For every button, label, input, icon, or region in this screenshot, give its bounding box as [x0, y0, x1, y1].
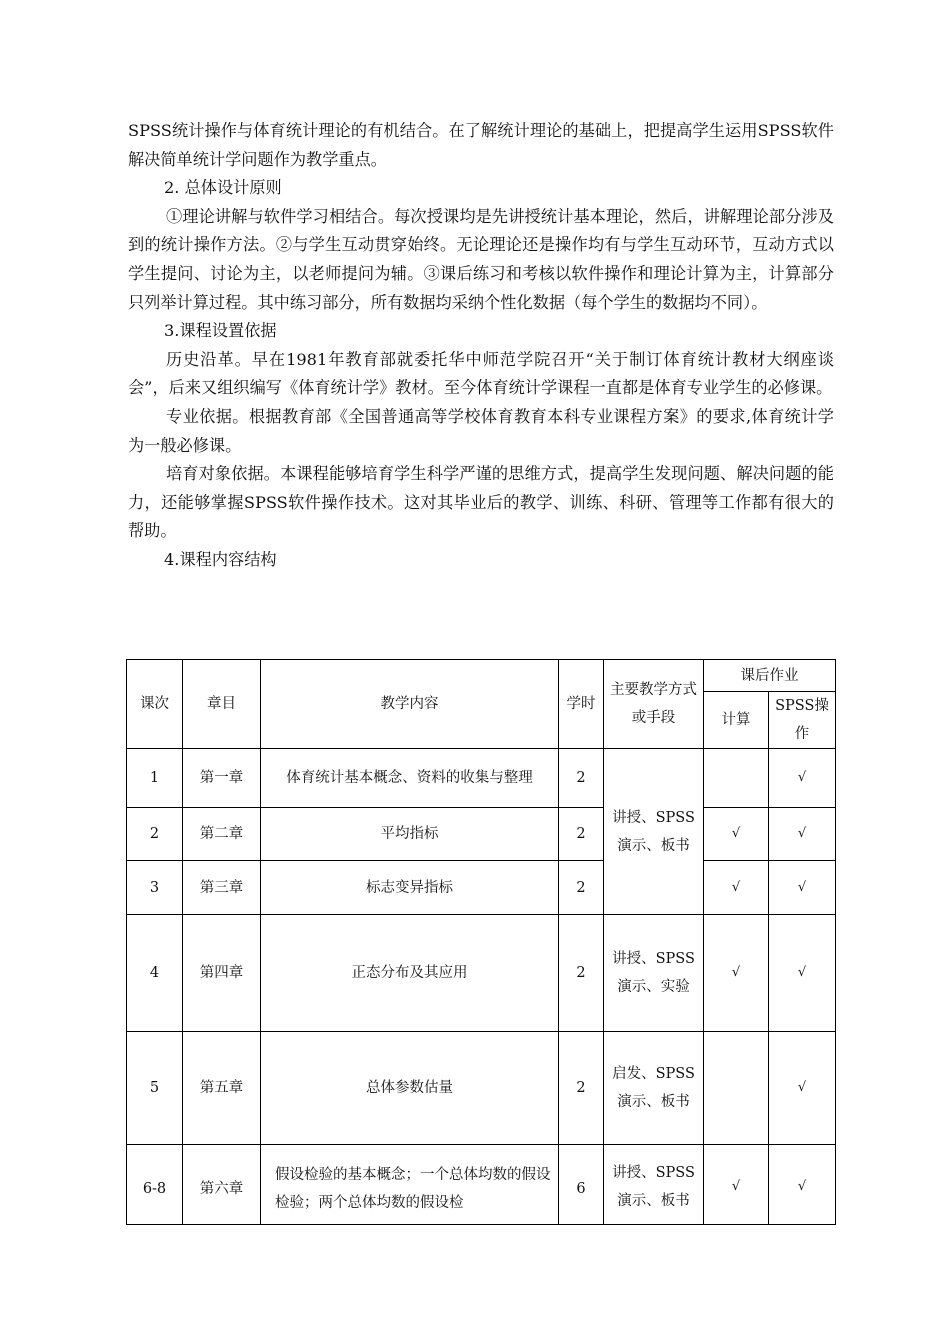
header-homework: 课后作业 [704, 660, 836, 692]
cell-chapter: 第六章 [183, 1145, 261, 1225]
cell-content: 假设检验的基本概念；一个总体均数的假设检验；两个总体均数的假设检 [261, 1145, 559, 1225]
header-spss: SPSS操作 [769, 692, 836, 749]
cell-content: 总体参数估量 [261, 1032, 559, 1145]
table-row [127, 1032, 836, 1145]
cell-hours: 2 [559, 749, 604, 808]
cell-hours: 2 [559, 1032, 604, 1145]
header-content: 教学内容 [261, 660, 559, 749]
cell-calc [704, 749, 769, 808]
cell-lesson: 2 [127, 808, 183, 861]
cell-hours: 2 [559, 861, 604, 915]
paragraph-history: 历史沿革。早在1981年教育部就委托华中师范学院召开“关于制订体育统计教材大纲座谈会”，后来又组织编写《体育统计学》教材。至今体育统计学课程一直都是体育专业学生的必修课。 [128, 349, 834, 398]
heading-design-principles: 2. 总体设计原则 [164, 178, 282, 198]
header-hours: 学时 [559, 660, 604, 749]
cell-method: 讲授、SPSS演示、实验 [604, 915, 704, 1032]
header-method: 主要教学方式或手段 [604, 660, 704, 749]
cell-spss-check: √ [769, 749, 836, 808]
cell-chapter: 第三章 [183, 861, 261, 915]
table-row [127, 861, 836, 915]
cell-hours: 2 [559, 915, 604, 1032]
paragraph-spss-intro: SPSS统计操作与体育统计理论的有机结合。在了解统计理论的基础上，把提高学生运用SPSS软件解决简单统计学问题作为教学重点。 [128, 121, 834, 169]
table-row [127, 749, 836, 808]
cell-calc-check: √ [704, 808, 769, 861]
header-lesson: 课次 [127, 660, 183, 749]
cell-method: 讲授、SPSS演示、板书 [604, 1145, 704, 1225]
cell-spss-check: √ [769, 915, 836, 1032]
table-row [127, 1145, 836, 1225]
cell-calc-check: √ [704, 861, 769, 915]
header-chapter: 章目 [183, 660, 261, 749]
heading-course-basis: 3.课程设置依据 [164, 321, 277, 341]
body-text [128, 117, 834, 575]
cell-spss-check: √ [769, 861, 836, 915]
paragraph-professional-basis: 专业依据。根据教育部《全国普通高等学校体育教育本科专业课程方案》的要求,体育统计学为一般必修课。 [128, 406, 834, 455]
cell-content: 标志变异指标 [261, 861, 559, 915]
cell-lesson: 5 [127, 1032, 183, 1145]
cell-hours: 6 [559, 1145, 604, 1225]
cell-content: 正态分布及其应用 [261, 915, 559, 1032]
cell-hours: 2 [559, 808, 604, 861]
cell-method: 启发、SPSS演示、板书 [604, 1032, 704, 1145]
cell-spss-check: √ [769, 1032, 836, 1145]
table-row [127, 808, 836, 861]
cell-content: 体育统计基本概念、资料的收集与整理 [261, 749, 559, 808]
cell-calc [704, 1032, 769, 1145]
cell-lesson: 6-8 [127, 1145, 183, 1225]
cell-spss-check: √ [769, 1145, 836, 1225]
cell-chapter: 第一章 [183, 749, 261, 808]
cell-chapter: 第五章 [183, 1032, 261, 1145]
cell-lesson: 1 [127, 749, 183, 808]
cell-chapter: 第四章 [183, 915, 261, 1032]
cell-spss-check: √ [769, 808, 836, 861]
cell-calc-check: √ [704, 915, 769, 1032]
cell-method: 讲授、SPSS演示、板书 [604, 749, 704, 915]
table-row [127, 915, 836, 1032]
cell-chapter: 第二章 [183, 808, 261, 861]
cell-calc-check: √ [704, 1145, 769, 1225]
header-calc: 计算 [704, 692, 769, 749]
cell-content: 平均指标 [261, 808, 559, 861]
cell-lesson: 3 [127, 861, 183, 915]
paragraph-training-basis: 培育对象依据。本课程能够培育学生科学严谨的思维方式，提高学生发现问题、解决问题的能力，还能够掌握SPSS软件操作技术。这对其毕业后的教学、训练、科研、管理等工作都有很大的帮助。 [128, 464, 834, 541]
cell-lesson: 4 [127, 915, 183, 1032]
heading-content-structure: 4.课程内容结构 [164, 549, 277, 569]
course-structure-table [126, 659, 836, 1225]
paragraph-design-principles: ①理论讲解与软件学习相结合。每次授课均是先讲授统计基本理论，然后，讲解理论部分涉及到的统计操作方法。②与学生互动贯穿始终。无论理论还是操作均有与学生互动环节，互动方式以学生提问、讨论为主，以老师提问为辅。③课后练习和考核以软件操作和理论计算为主，计算部分只列举计算过程。其中练习部分，所有数据均采纳个性化数据（每个学生的数据均不同）。 [128, 206, 834, 312]
